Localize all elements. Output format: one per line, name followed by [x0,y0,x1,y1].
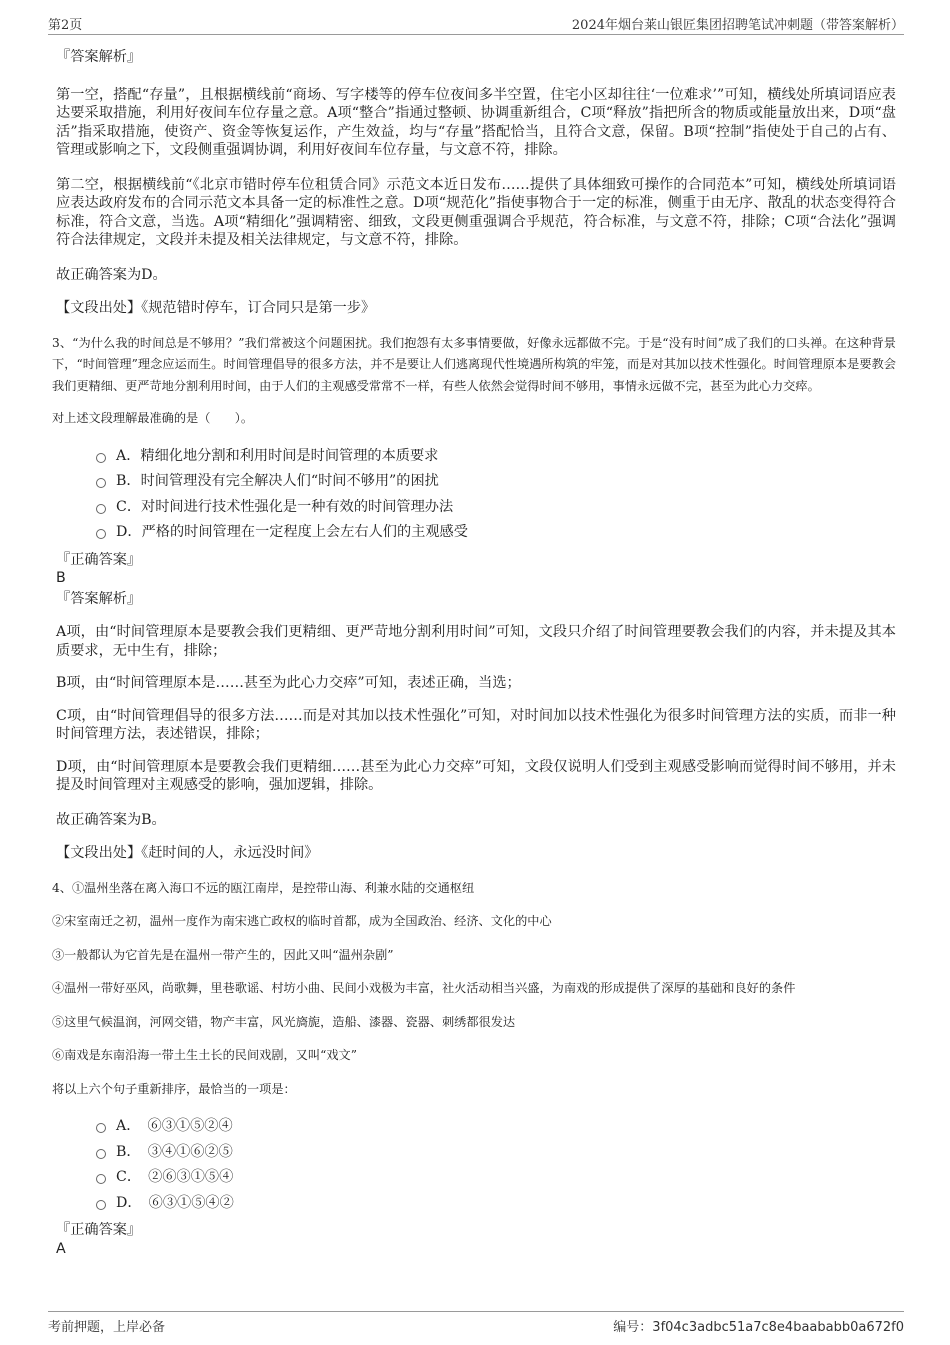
q4-option-d[interactable]: D． ⑥③①⑤④② [96,1191,896,1217]
radio-icon[interactable] [96,1123,106,1133]
q4-option-a[interactable]: A． ⑥③①⑤②④ [96,1114,896,1140]
q4-question: 将以上六个句子重新排序，最恰当的一项是： [52,1081,296,1096]
radio-icon[interactable] [96,1200,106,1210]
q3-options [96,444,896,546]
q4-sentence-4: ④温州一带好巫风，尚歌舞，里巷歌谣、村坊小曲、民间小戏极为丰富，社火活动相当兴盛，为南戏的形成提供了深厚的基础和良好的条件 [52,981,796,995]
radio-icon[interactable] [96,478,106,488]
q3-analysis-d: D项，由“时间管理原本是要教会我们更精细……甚至为此心力交瘁”可知，文段仅说明人们受到主观感受影响而觉得时间不够用，并未提及时间管理对主观感受的影响，强加逻辑，排除。 [56,758,896,793]
q2-analysis-paragraph-2: 第二空，根据横线前“《北京市错时停车位租赁合同》示范文本近日发布……提供了具体细致可操作的合同范本”可知，横线处所填词语应表达政府发布的合同示范文本具备一定的标准性之意。D项“规范化”指使事物合于一定的标准，侧重于由无序、散乱的状态变得符合标准，符合文意，当选。A项“精细化”强调精密、细致，文段更侧重强调合乎规范，符合标准，与文意不符，排除；C项“合法化”强调符合法律规定，文段并未提及相关法律规定，与文意不符，排除。 [56,176,896,248]
q3-analysis-label: 『答案解析』 [56,590,142,607]
footer-slogan: 考前押题，上岸必备 [48,1320,166,1335]
q3-stem: 3、“为什么我的时间总是不够用？”我们常被这个问题困扰。我们抱怨有太多事情要做，好像永远都做不完。于是“没有时间”成了我们的口头禅。在这种背景下，“时间管理”理念应运而生。时间管理倡导的很多方法，并不是要让人们逃离现代性境遇所构筑的牢笼，而是对其加以技术性强化。时间管理原本是要教会我们更精细、更严苛地分割利用时间，由于人们的主观感受常常不一样，有些人依然会觉得时间不够用，事情永远做不完，甚至为此心力交瘁。 [52,335,896,393]
document-code: 编号：3f04c3adbc51a7c8e4baababb0a672f0 [613,1320,904,1335]
q4-sentence-1: 4、①温州坐落在离入海口不远的瓯江南岸，是控带山海、利兼水陆的交通枢纽 [52,880,475,895]
q4-correct-answer: A [56,1240,66,1257]
page-content [52,42,896,1258]
q3-correct-label: 『正确答案』 [56,551,142,568]
q3-analysis-b: B项，由“时间管理原本是……甚至为此心力交瘁”可知，表述正确，当选； [56,675,521,691]
q4-option-b[interactable]: B． ③④①⑥②⑤ [96,1140,896,1166]
q3-correct-answer: B [56,570,66,586]
radio-icon[interactable] [96,453,106,463]
radio-icon[interactable] [96,1174,106,1184]
radio-icon[interactable] [96,504,106,514]
document-title: 2024年烟台莱山银匠集团招聘笔试冲刺题（带答案解析） [571,18,904,33]
q2-source: 【文段出处】《规范错时停车，订合同只是第一步》 [56,300,376,316]
q4-sentence-6: ⑥南戏是东南沿海一带土生土长的民间戏剧，又叫“戏文” [52,1048,357,1062]
q4-correct-label: 『正确答案』 [56,1222,142,1238]
q3-conclusion: 故正确答案为B。 [56,811,166,828]
q4-sentences [52,878,896,1101]
radio-icon[interactable] [96,1149,106,1159]
q3-option-a[interactable]: A．精细化地分割和利用时间是时间管理的本质要求 [96,444,896,470]
q4-option-c[interactable]: C． ②⑥③①⑤④ [96,1165,896,1191]
page-header [48,12,904,35]
q2-conclusion: 故正确答案为D。 [56,266,167,283]
page-footer [48,1311,904,1334]
q3-source: 【文段出处】《赶时间的人，永远没时间》 [56,845,319,861]
q3-question: 对上述文段理解最准确的是（ ）。 [52,411,254,425]
q3-option-c[interactable]: C．对时间进行技术性强化是一种有效的时间管理办法 [96,495,896,521]
q2-analysis-paragraph-1: 第一空，搭配“存量”，且根据横线前“商场、写字楼等的停车位夜间多半空置，住宅小区却往往‘一位难求’”可知，横线处所填词语应表达要采取措施，利用好夜间车位存量之意。A项“整合”指通过整顿、协调重新组合，C项“释放”指把所含的物质或能量放出来，D项“盘活”指采取措施，使资产、资金等恢复运作，产生效益，均与“存量”搭配恰当，且符合文意，保留。B项“控制”指使处于自己的占有、管理或影响之下，文段侧重强调协调，利用好夜间车位存量，与文意不符，排除。 [56,86,896,158]
q4-options [96,1114,896,1216]
q4-sentence-2: ②宋室南迁之初，温州一度作为南宋逃亡政权的临时首都，成为全国政治、经济、文化的中心 [52,914,552,928]
q2-analysis-label: 『答案解析』 [56,49,142,65]
q3-option-d[interactable]: D．严格的时间管理在一定程度上会左右人们的主观感受 [96,520,896,546]
q4-sentence-5: ⑤这里气候温润，河网交错，物产丰富，风光旖旎，造船、漆器、瓷器、刺绣都很发达 [52,1014,516,1029]
radio-icon[interactable] [96,529,106,539]
q3-option-b[interactable]: B．时间管理没有完全解决人们“时间不够用”的困扰 [96,469,896,495]
q3-analysis-a: A项，由“时间管理原本是要教会我们更精细、更严苛地分割利用时间”可知，文段只介绍了时间管理要教会我们的内容，并未提及其本质要求，无中生有，排除； [56,624,896,659]
q3-analysis-c: C项，由“时间管理倡导的很多方法……而是对其加以技术性强化”可知，对时间加以技术性强化为很多时间管理方法的实质，而非一种时间管理方法，表述错误，排除； [56,707,896,742]
page-number: 第2页 [48,18,83,33]
q4-sentence-3: ③一般都认为它首先是在温州一带产生的，因此又叫“温州杂剧” [52,947,394,962]
